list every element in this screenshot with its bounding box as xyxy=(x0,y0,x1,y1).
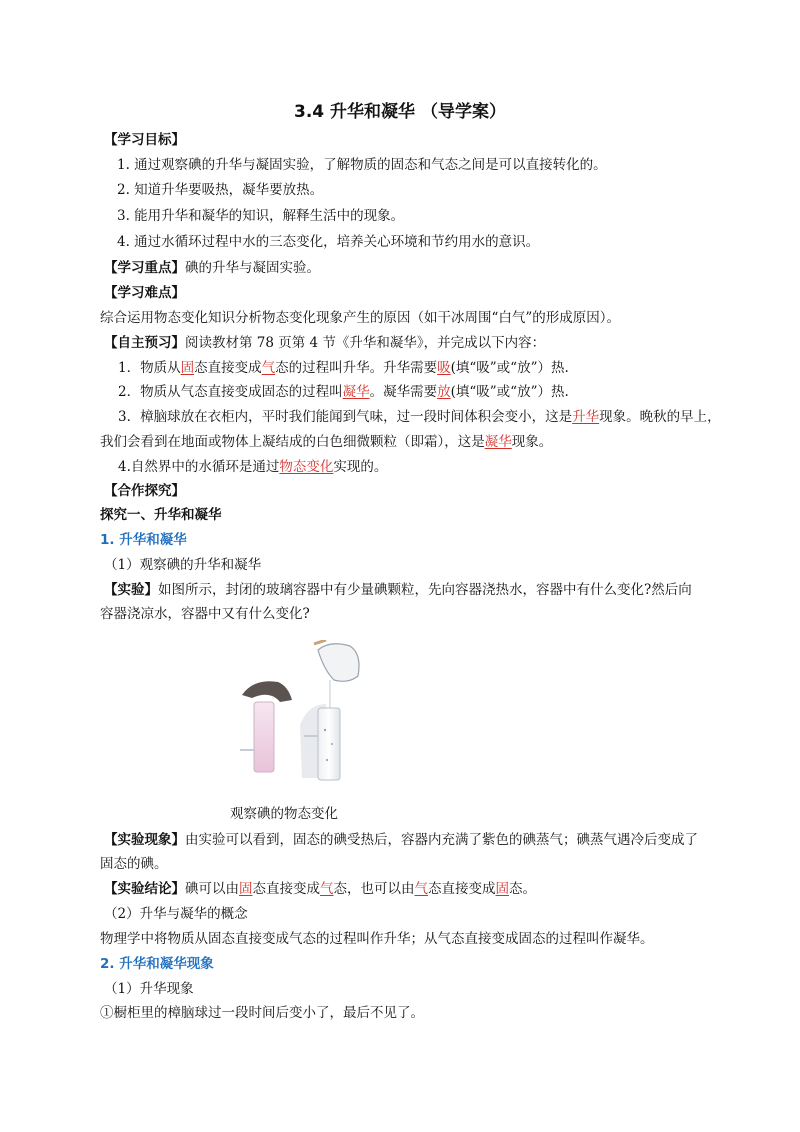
preview-question-3 xyxy=(118,408,721,426)
cooperate-heading: 【合作探究】 xyxy=(104,483,185,499)
objective-item: 1. 通过观察碘的升华与凝固实验，了解物质的固态和气态之间是可以直接转化的。 xyxy=(117,157,607,173)
objective-item: 3. 能用升华和凝华的知识，解释生活中的现象。 xyxy=(117,208,405,224)
iodine-crystal xyxy=(326,759,328,761)
answer-blank: 凝华 xyxy=(484,434,512,450)
phenomenon-label: 【实验现象】 xyxy=(104,832,185,848)
concept-text: 物理学中将物质从固态直接变成气态的过程叫作升华；从气态直接变成固态的过程叫作凝华。 xyxy=(100,931,654,947)
difficulty-text: 综合运用物态变化知识分析物态变化现象产生的原因（如干冰周围“白气”的形成原因）。 xyxy=(100,310,621,326)
question-text: 实现的。 xyxy=(333,459,388,475)
figure-caption: 观察碘的物态变化 xyxy=(230,806,338,822)
pouring-beaker-icon xyxy=(318,644,359,682)
conclusion-label: 【实验结论】 xyxy=(104,881,185,897)
key-point-text: 碘的升华与凝固实验。 xyxy=(185,260,320,276)
preview-question-1 xyxy=(118,359,569,377)
answer-blank: 固 xyxy=(239,881,253,897)
question-text: (填“吸”或“放”）热. xyxy=(450,384,569,400)
answer-blank: 固 xyxy=(495,881,509,897)
section-heading: 1. 升华和凝华 xyxy=(100,532,187,548)
preview-question-2 xyxy=(118,383,569,401)
sub-heading: （1）观察碘的升华和凝华 xyxy=(104,557,262,573)
right-tube xyxy=(318,708,340,780)
question-text: (填“吸”或“放”）热. xyxy=(450,360,569,376)
answer-blank: 凝华 xyxy=(342,384,370,400)
question-text: 态直接变成 xyxy=(194,360,262,376)
key-point-heading: 【学习重点】 xyxy=(104,260,185,276)
sub-heading: （2）升华与凝华的概念 xyxy=(104,906,248,922)
sub-heading: （1）升华现象 xyxy=(104,981,194,997)
inquiry-heading: 探究一、升华和凝华 xyxy=(100,507,222,523)
conclusion-text: 态，也可以由 xyxy=(333,881,415,897)
answer-blank: 吸 xyxy=(437,360,451,376)
answer-blank: 固 xyxy=(180,360,195,376)
question-text: 态的过程叫升华。升华需要 xyxy=(275,360,438,376)
objective-item: 4. 通过水循环过程中水的三态变化，培养关心环境和节约用水的意识。 xyxy=(117,234,540,250)
left-tube xyxy=(254,702,274,772)
experiment-line xyxy=(104,581,692,599)
page-title: 3.4 升华和凝华 （导学案） xyxy=(294,102,506,122)
beaker-holder xyxy=(314,640,326,644)
phenomenon-line xyxy=(104,831,698,849)
question-text: 我们会看到在地面或物体上凝结成的白色细微颗粒（即霜），这是 xyxy=(100,434,485,450)
preview-heading: 【自主预习】 xyxy=(104,335,185,351)
question-text: 3．樟脑球放在衣柜内，平时我们能闻到气味，过一段时间体积会变小，这是 xyxy=(118,409,573,425)
question-text: 2．物质从气态直接变成固态的过程叫 xyxy=(118,384,343,400)
answer-blank: 气 xyxy=(414,881,428,897)
phenomenon-text: 由实验可以看到，固态的碘受热后，容器内充满了紫色的碘蒸气；碘蒸气遇冷后变成了 xyxy=(185,832,698,848)
iodine-crystal xyxy=(324,729,326,731)
iodine-experiment-image xyxy=(230,640,370,785)
difficulty-heading: 【学习难点】 xyxy=(104,285,185,301)
iodine-crystal xyxy=(331,743,333,745)
answer-blank: 放 xyxy=(437,384,451,400)
objectives-heading: 【学习目标】 xyxy=(104,132,185,148)
question-text: 现象。晚秋的早上， xyxy=(599,409,721,425)
key-point xyxy=(104,259,320,277)
preview-intro xyxy=(104,334,545,352)
question-text: 4.自然界中的水循环是通过 xyxy=(118,459,280,475)
preview-question-4 xyxy=(118,458,387,476)
conclusion-text: 态直接变成 xyxy=(252,881,320,897)
objective-item: 2. 知道升华要吸热，凝华要放热。 xyxy=(117,182,324,198)
example-text: ①橱柜里的樟脑球过一段时间后变小了，最后不见了。 xyxy=(100,1005,424,1021)
question-text: 1．物质从 xyxy=(118,360,181,376)
preview-text: 阅读教材第 78 页第 4 节《升华和凝华》，并完成以下内容： xyxy=(185,335,546,351)
preview-question-3-cont xyxy=(100,433,552,451)
experiment-text: 如图所示，封闭的玻璃容器中有少量碘颗粒，先向容器浇热水，容器中有什么变化?然后向 xyxy=(158,582,692,598)
question-text: 。凝华需要 xyxy=(369,384,438,400)
phenomenon-text: 固态的碘。 xyxy=(100,856,168,872)
answer-blank: 物态变化 xyxy=(279,459,334,475)
section-heading: 2. 升华和凝华现象 xyxy=(100,956,214,972)
answer-blank: 升华 xyxy=(572,409,600,425)
experiment-label: 【实验】 xyxy=(104,582,158,598)
conclusion-text: 态直接变成 xyxy=(428,881,496,897)
conclusion-line xyxy=(104,880,536,898)
answer-blank: 气 xyxy=(261,360,276,376)
conclusion-text: 碘可以由 xyxy=(185,881,239,897)
question-text: 现象。 xyxy=(511,434,553,450)
answer-blank: 气 xyxy=(320,881,334,897)
conclusion-text: 态。 xyxy=(509,881,536,897)
experiment-text: 容器浇凉水，容器中又有什么变化? xyxy=(100,606,310,622)
heater-shape xyxy=(242,681,292,702)
